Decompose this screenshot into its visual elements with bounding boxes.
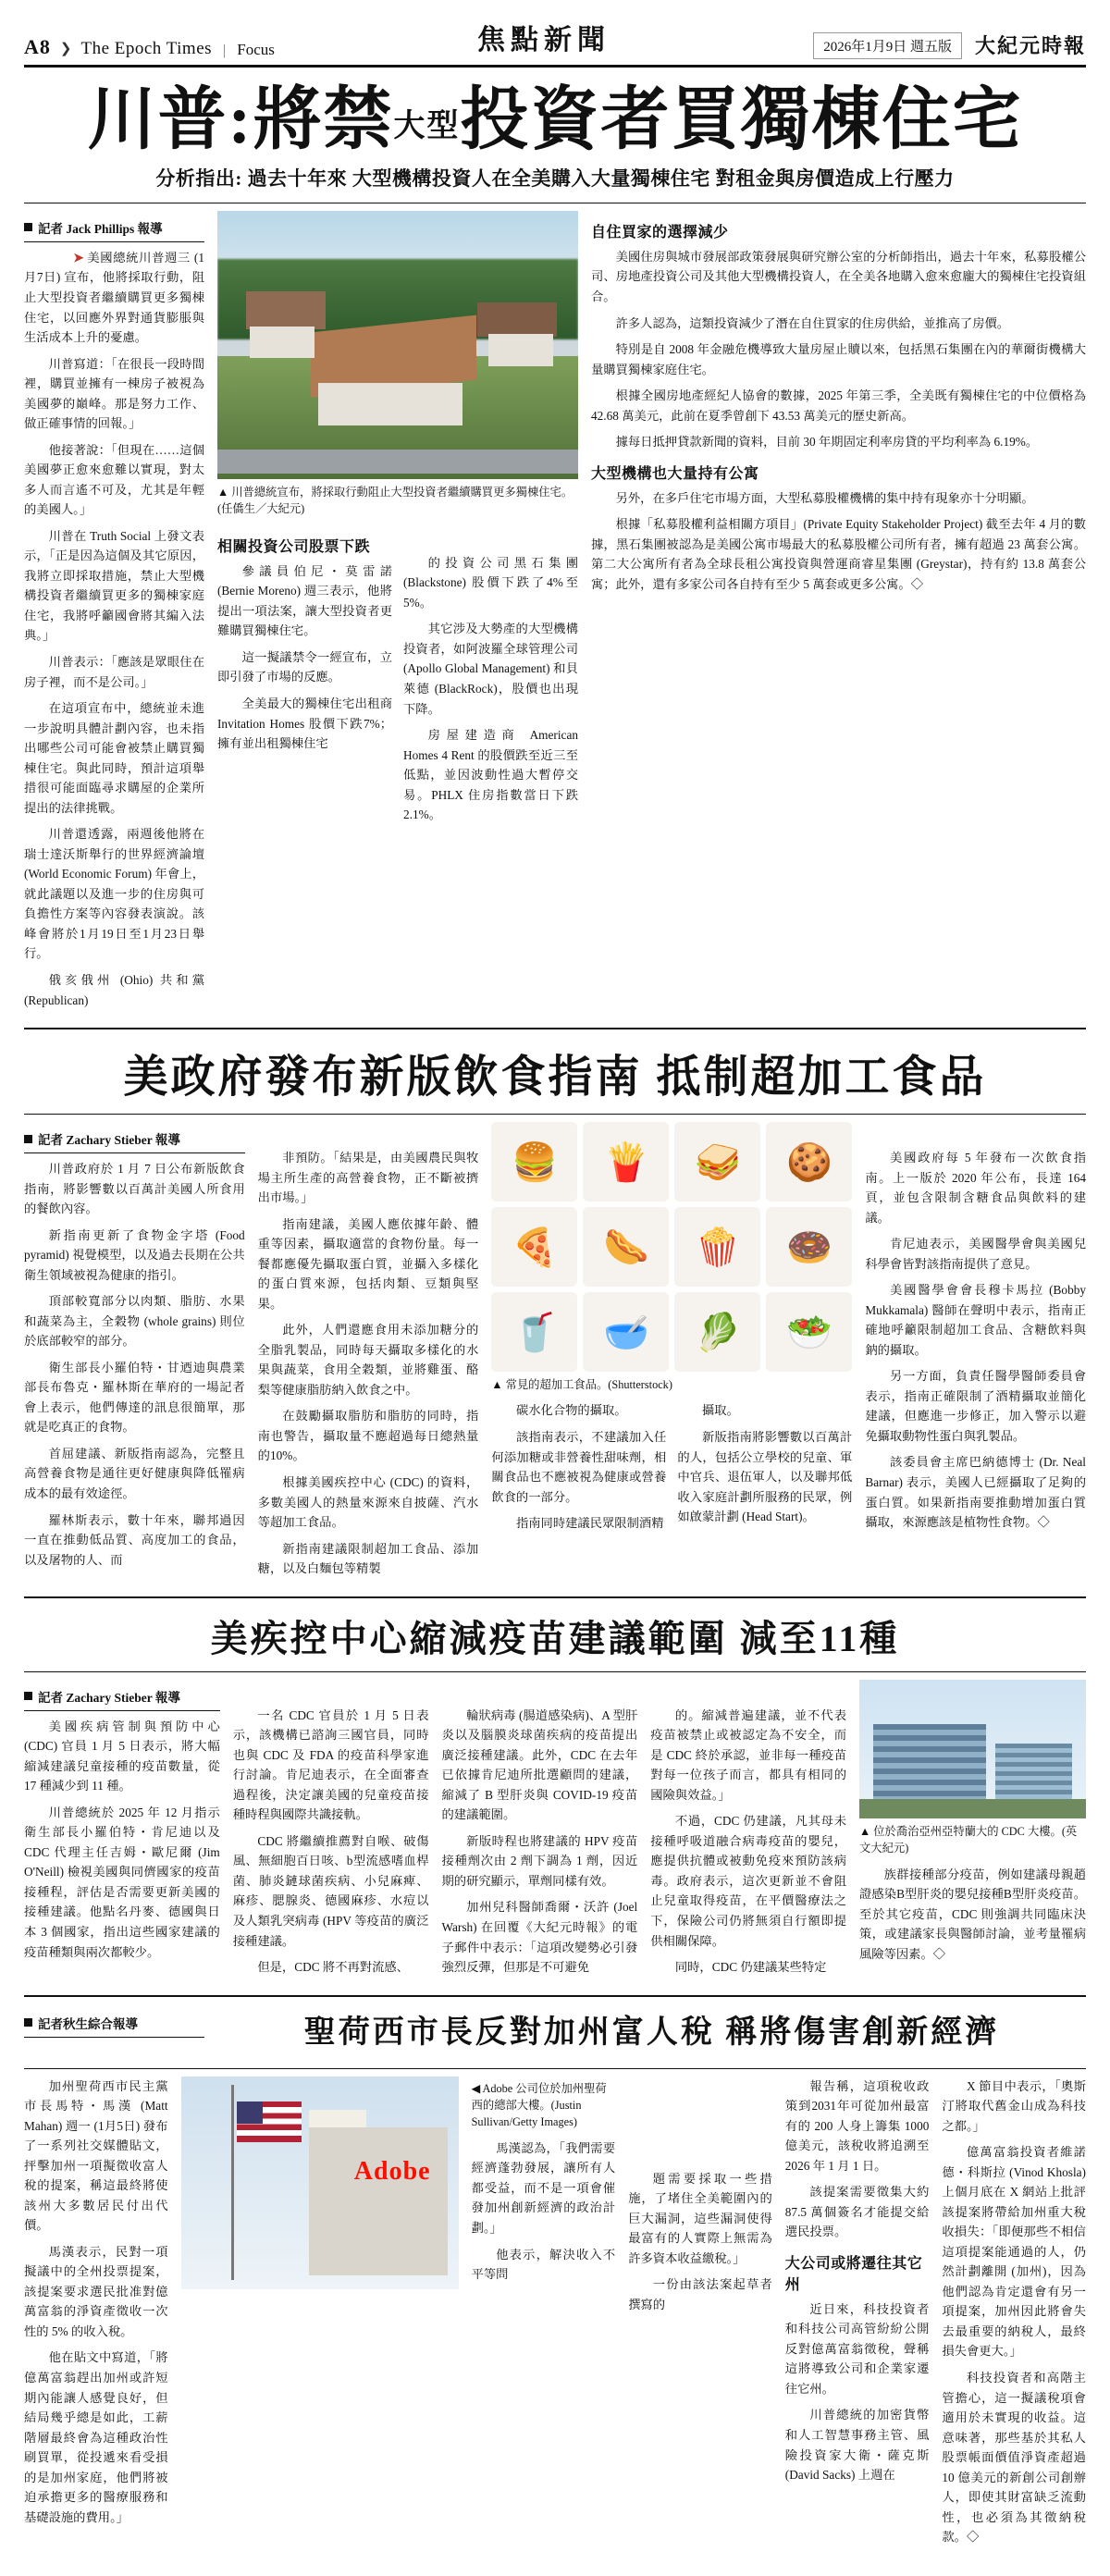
s3-c4-p3: 同時，CDC 仍建議某些特定 <box>674 1960 827 1975</box>
s3-c4-p1: 的。縮減普遍建議，並不代表疫苗被禁止或被認定為不安全，而是 CDC 終於承認，並非每一種疫苗對每一位孩子而言，都具有相同的國險與效益。」 <box>650 1707 846 1802</box>
food-soda-icon: 🥤 <box>491 1292 577 1372</box>
s3-c1-p2: 川普總統於 2025 年 12 月指示衛生部長小羅伯特・肯尼迪以及 CDC 代理主任吉姆・歐尼爾 (Jim O'Neill) 檢視美國與同儕國家的疫苗接種程，評估是否需要更新美國的接種建議。他點名丹麥、德國與日本 3 個國家，指出這些國家建議的疫苗種類與兩次都較少。 <box>24 1805 220 1959</box>
section4-header-row <box>24 2006 1086 2061</box>
square-bullet-icon <box>24 2018 32 2027</box>
section2-photo-column <box>491 1122 852 1585</box>
s3-c1-p1: 美國疾病管制與預防中心 (CDC) 官員 1 月 5 日表示，將大幅縮減建議兒童接種的疫苗數量，從 17 種減少到 11 種。 <box>24 1719 220 1793</box>
lead-photo-column <box>217 211 578 1017</box>
s2-c5-p4: 另一方面，負責任醫學醫師委員會表示，指南正確限制了酒精攝取並簡化建議，但應進一步修正，加入警示以避免攝取動物性蛋白與乳製品。 <box>865 1369 1087 1443</box>
square-bullet-icon <box>24 1692 32 1700</box>
lead-c3-p3: 房屋建造商 American Homes 4 Rent 的股價跌至近三至低點，並因波動性過大暫停交易。PHLX 住房指數當日下跌2.1%。 <box>403 728 578 822</box>
s2-c3-p2: 該指南表示，不建議加入任何添加糖或非營養性甜味劑，相關食品也不應被視為健康或營養飲食的一部分。 <box>491 1430 667 1504</box>
lead-headline-part2: 投資者買獨棟住宅 <box>460 82 1023 158</box>
lead-p5: 川普表示：「應該是眾眼住在房子裡，而不是公司。」 <box>24 655 204 689</box>
food-ketchup-icon: 🥗 <box>766 1292 852 1372</box>
s2-c1-p2: 新指南更新了食物金字塔 (Food pyramid) 視覺模型，以及過去長期在公共衛生領域被視為健康的指引。 <box>24 1227 245 1282</box>
section3-photo-column <box>859 1680 1086 1984</box>
s4-c4-p1: 報告稱，這項稅收政策到2031年可從加州最富有的 200 人身上籌集 1000 億美元，該稅收將追溯至 2026 年 1 月 1 日。 <box>784 2078 930 2173</box>
section2-byline <box>24 1129 245 1153</box>
section2-column-1 <box>24 1122 245 1585</box>
section4-photo-caption: ◀ Adobe 公司位於加州聖荷西的總部大樓。(Justin Sullivan/Getty Images) <box>471 2081 607 2129</box>
section4-sub-heading: 大公司或將遷往其它州 <box>784 2255 923 2293</box>
s4-c4-p2: 該提案需要徵集大約 87.5 萬個簽名才能提交給選民投票。 <box>784 2185 930 2239</box>
section-name-cn: 焦點新聞 <box>477 25 611 55</box>
lead-p8: 俄亥俄州 (Ohio) 共和黨 (Republican) <box>24 972 204 1007</box>
s4-c4b-p2: 川普總統的加密貨幣和人工智慧事務主管、風險投資家大衛・薩克斯 (David Sacks) 上週在 <box>784 2408 930 2483</box>
lead-c4b-p2: 根據「私募股權利益相關方項目」(Private Equity Stakeholder Project) 截至去年 4 月的數據，黑石集團被認為是美國公寓市場最大的私募股權公司所有者，擁有超過 23 萬套公寓。第二大公寓所有者為全球長租公寓投資與營運商睿星集團 (Greystar)，持有約 13.8 萬套公寓；此外，還有多家公司各自持有至少 5 萬套或更多公寓。◇ <box>591 517 1086 591</box>
s2-c1-p5: 首屈建議、新版指南認為，完整且高營養食物是通往更好健康與降低罹病成本的最有效途徑。 <box>24 1446 245 1500</box>
section4-column-1 <box>24 2077 168 2554</box>
publication-date: 2026年1月9日 週五版 <box>813 32 962 59</box>
lead-p7: 川普還透露，兩週後他將在瑞士達沃斯舉行的世界經濟論壇 (World Economic Forum) 年會上，就此議題以及進一步的住房與可負擔性方案等內容發表演說。該峰會將於1月19日至1月23日舉行。 <box>24 827 204 961</box>
s2-c2-p6: 新指南建議限制超加工食品、添加糖，以及白麵包等精製 <box>257 1541 479 1576</box>
lead-c2-p3: 全美最大的獨棟住宅出租商 Invitation Homes 股價下跌7%；擁有並出租獨棟住宅 <box>217 696 392 751</box>
s4-c5-p2: 億萬富翁投資者維諾德・科斯拉 (Vinod Khosla) 上個月底在 X 網站上批評該提案將帶給加州重大稅收損失：「即便那些不相信這項提案能通過的人，仍然計劃離開 (加州)，因為他們認為肯定還會有另一項提案，加州因此將會失去最重要的納稅人，最終損失會更大。」 <box>942 2145 1086 2359</box>
lead-c2-p1: 參議員伯尼・莫雷諾 (Bernie Moreno) 週三表示，他將提出一項法案，讓大型投資者更難購買獨棟住宅。 <box>217 563 392 638</box>
section2-column-5 <box>865 1122 1086 1585</box>
lead-p2: 川普寫道：「在很長一段時間裡，購買並擁有一棟房子被視為美國夢的巔峰。那是努力工作、做正確事情的回報。」 <box>24 356 204 431</box>
lead-column-1 <box>24 211 204 1017</box>
section2-title: 美政府發布新版飲食指南 抵制超加工食品 <box>123 1053 987 1103</box>
section2-photo-caption: ▲ 常見的超加工食品。(Shutterstock) <box>491 1378 672 1392</box>
s3-c4-p2: 不過，CDC 仍建議，凡其母未接種呼吸道融合病毒疫苗的嬰兒，應提供抗體或被動免疫來預防該病毒。政府表示，這次更新並不會阻止兒童取得疫苗，在平價醫療法之下，保險公司仍將無須自行額即提供相關保障。 <box>650 1814 846 1948</box>
publication-logo: 大紀元時報 <box>974 34 1086 57</box>
section3-columns <box>24 1680 1086 1984</box>
food-popcorn-icon: 🍿 <box>674 1207 760 1287</box>
s4-c1-p3: 他在貼文中寫道，「將億萬富翁趕出加州或許短期內能讓人感覺良好，但結局幾乎總是如此，工薪階層最終會為這種政治性刷買單，從投遞來看受損的是加州家庭，他們將被迫承擔更多的醫療服務和基礎設施的費用。」 <box>24 2350 168 2524</box>
section3-column-1 <box>24 1680 220 1984</box>
s2-c4-p2: 新版指南將影響數以百萬計的人，包括公立學校的兒童、軍中官兵、退伍軍人，以及聯邦低收入家庭計劃所服務的民眾，例如啟蒙計劃 (Head Start)。 <box>677 1430 853 1524</box>
lead-p4: 川普在 Truth Social 上發文表示，「正是因為這個及其它原因，我將立即採取措施，禁止大型機構投資者繼續買更多的獨棟家庭住宅，我將呼籲國會將其編入法典。」 <box>24 528 204 643</box>
lead-p3: 他接著說：「但現在……這個美國夢正愈來愈難以實現，對太多人而言遙不可及，尤其是年輕的美國人。」 <box>24 442 204 517</box>
lead-c4-p3: 特別是自 2008 年金融危機導致大量房屋止贖以來，包括黑石集團在內的華爾街機構大量購買獨棟家庭住宅。 <box>591 342 1086 376</box>
section4-photo-column <box>181 2077 459 2554</box>
section4-byline <box>24 2014 204 2038</box>
page-number: A8 <box>24 35 51 58</box>
lead-c2-p2: 這一擬議禁令一經宣布，立即引發了市場的反應。 <box>217 649 392 684</box>
section3-column-4 <box>650 1680 846 1984</box>
section2-column-2 <box>258 1122 479 1585</box>
lead-column-2 <box>217 525 392 832</box>
s2-c3-p1: 碳水化合物的攝取。 <box>515 1403 627 1418</box>
section4-column-5 <box>942 2077 1086 2554</box>
s4-c5-p3: 科技投資者和高階主管擔心，這一擬議稅項會適用於未實現的收益。這意味著，那些基於其私人股票帳面價值淨資產超過 10 億美元的新創公司創辦人，即使其財富缺乏流動性，也必須為其徵納稅款。◇ <box>942 2371 1086 2545</box>
s2-c3-p3: 指南同時建議民眾限制酒精 <box>515 1516 664 1531</box>
section3-column-2 <box>233 1680 429 1984</box>
red-arrow-icon: ➤ <box>73 250 84 265</box>
lead-c3-p2: 其它涉及大勢產的大型機構投資者，如阿波羅全球管理公司 (Apollo Global Management) 和貝萊德 (BlackRock)，股價也出現下降。 <box>403 622 578 716</box>
section3-title: 美疾控中心縮減疫苗建議範圍 減至11種 <box>210 1617 900 1659</box>
section4-title-wrap <box>217 2006 1086 2061</box>
section3-byline <box>24 1687 220 1711</box>
s4-c2-p1: 馬漢認為，「我們需要經濟蓬勃發展，讓所有人都受益，而不是一項會催發加州創新經濟的政治計劃。」 <box>471 2140 616 2235</box>
s4-c1-p2: 馬漢表示，民對一項擬議中的全州投票提案，該提案要求選民批准對億萬富翁的淨資產徵收一次性的 5% 的收入稅。 <box>24 2244 168 2338</box>
lead-headline-part1: 川普:將禁 <box>87 82 394 158</box>
masthead-left <box>24 35 275 59</box>
lead-p6: 在這項宣布中，總統並未進一步說明具體計劃內容，也未指出哪些公司可能會被禁止購買獨棟住宅。與此同時，預計這項舉措很可能面臨尋求購屋的企業所提出的法律挑戰。 <box>24 701 204 815</box>
section2-byline-text: 記者 Zachary Stieber 報導 <box>38 1133 180 1148</box>
food-pizza-icon: 🍕 <box>491 1207 577 1287</box>
lead-sub-heading-2: 自住買家的選擇減少 <box>591 224 729 240</box>
s3-c2-p1: 一名 CDC 官員於 1 月 5 日表示，該機構已諮詢三國官員，同時也與 CDC 及 FDA 的疫苗科學家進行討論。肯尼迪表示，在全面審查過程後，決定讓美國的兒童疫苗接種時程與國際共識接軌。 <box>232 1707 429 1822</box>
lead-byline-text: 記者 Jack Phillips 報導 <box>38 221 163 236</box>
s3-c3-p2: 新版時程也將建議的 HPV 疫苗接種劑次由 2 劑下調為 1 劑，因近期的研究顯示，單劑同樣有效。 <box>441 1833 638 1888</box>
food-burger-icon: 🍔 <box>491 1122 577 1202</box>
lead-p1: ➤ 美國總統川普週三 (1月7日) 宣布，他將採取行動，阻止大型投資者繼續購買更多獨棟住宅，以回應外界對通貨膨脹與生活成本上升的憂慮。 <box>24 248 204 348</box>
lead-c4-p2: 許多人認為，這類投資減少了潛在自住買家的住房供給，並推高了房價。 <box>615 315 1010 330</box>
s4-c3-p2: 一份由該法案起草者撰寫的 <box>628 2277 772 2311</box>
food-sandwich-icon: 🥪 <box>674 1122 760 1202</box>
section2-columns <box>24 1122 1086 1585</box>
masthead-separator: | <box>223 43 227 58</box>
section2-column-4 <box>677 1400 852 1539</box>
square-bullet-icon <box>24 1135 32 1143</box>
s4-c3-p1: 題需要採取一些措施，了堵住全美範圍內的巨大漏洞，這些漏洞使得最富有的人實際上無需為許多資本收益繳稅。」 <box>628 2171 772 2265</box>
s4-c2-p2: 他表示，解決收入不平等問 <box>471 2247 616 2282</box>
s2-c5-p2: 肯尼迪表示，美國醫學會與美國兒科學會皆對該指南提供了意見。 <box>865 1237 1087 1271</box>
s3-c2-p2: CDC 將繼續推薦對自喉、破傷風、無細胞百日咳、b型流感嗜血桿菌、肺炎鏈球菌疾病、小兒麻痺、麻疹、腮腺炎、德國麻疹、水痘以及人類乳突病毒 (HPV 等疫苗的廣泛接種建議。 <box>232 1833 429 1948</box>
s3-c5-p1: 族群接種部分疫苗，例如建議母親趙證感染B型肝炎的嬰兒接種B型肝炎疫苗。至於其它疫苗，CDC 則強調共同臨床決策，或建議家長與醫師討論，並考量罹病風險等因素。◇ <box>859 1867 1086 1961</box>
section4-byline-wrap <box>24 2006 204 2043</box>
lead-column-3 <box>403 525 578 832</box>
s4-c1-p1: 加州聖荷西市民主黨市長馬特・馬漢 (Matt Mahan) 週一 (1月5日) 發布了一系列社交媒體貼文，抨擊加州一項擬徵收富人稅的提案，稱這最終將使該州大多數居民付出代價。 <box>24 2078 168 2233</box>
s2-c1-p1: 川普政府於 1 月 7 日公布新版飲食指南，將影響數以百萬計美國人所食用的餐飲內容。 <box>24 1162 245 1216</box>
lead-subheadline: 分析指出: 過去十年來 大型機構投資人在全美購入大量獨棟住宅 對租金與房價造成上行壓力 <box>155 166 955 190</box>
lead-c4-p4: 根據全國房地產經紀人協會的數據，2025 年第三季，全美既有獨棟住宅的中位價格為 42.68 萬美元，此前在夏季曾創下 43.53 萬美元的歷史新高。 <box>591 388 1086 423</box>
lead-photo <box>217 211 578 479</box>
lead-headline <box>24 84 1086 158</box>
s3-c3-p1: 輪狀病毒 (腸道感染病)、A 型肝炎以及腦膜炎球菌疾病的疫苗提出廣泛接種建議。此外，CDC 在去年已依據肯尼迪所批選顧問的建議，縮減了 B 型肝炎與 COVID-19 疫苗的建議範圍。 <box>441 1707 638 1822</box>
section4-columns <box>24 2077 1086 2554</box>
section4-caption-column <box>472 2077 616 2554</box>
adobe-logo-icon: Adobe <box>353 2156 431 2186</box>
section4-column-3 <box>628 2077 772 2554</box>
square-bullet-icon <box>24 223 32 231</box>
lead-columns <box>24 211 1086 1017</box>
lead-byline <box>24 218 204 242</box>
s3-c2-p3: 但是，CDC 將不再對流感、 <box>257 1960 409 1975</box>
s2-c2-p3: 此外，人們還應食用未添加糖分的全脂乳製品，同時每天攝取多樣化的水果與蔬菜，食用全穀類，並將雞蛋、酪梨等健康脂肪納入飲食之中。 <box>257 1323 479 1397</box>
lead-c4b-p1: 另外，在多戶住宅市場方面，大型私募股權機構的集中持有現象亦十分明顯。 <box>615 490 1034 505</box>
s2-c2-p4: 在鼓勵攝取脂肪和脂肪的同時，指南也警告，攝取量不應超過每日總熱量的10%。 <box>257 1409 479 1463</box>
section3-photo <box>859 1680 1086 1818</box>
lead-c4-p1: 美國住房與城市發展部政策發展與研究辦公室的分析師指出，過去十年來，私募股權公司、房地產投資公司及其他大型機構投資人，在全美各地購入愈來愈龐大的獨棟住宅投資組合。 <box>591 249 1086 303</box>
food-hotdog-icon: 🌭 <box>583 1207 669 1287</box>
section2-column-3 <box>491 1400 666 1539</box>
chevron-right-icon: ❯ <box>59 42 72 56</box>
s2-c2-p1: 非預防。「結果是，由美國農民與牧場主所生產的高營養食物，正不斷被擠出市場。」 <box>257 1151 479 1205</box>
brand-name: The Epoch Times <box>80 39 213 58</box>
section-name-en: Focus <box>237 41 275 58</box>
section3-photo-caption: ▲ 位於喬治亞州亞特蘭大的 CDC 大樓。(英文大紀元) <box>859 1824 1078 1855</box>
lead-sub-heading-3: 大型機構也大量持有公寓 <box>591 465 759 482</box>
lead-photo-caption: ▲ 川普總統宣布，將採取行動阻止大型投資者繼續購買更多獨棟住宅。(任僑生／大紀元) <box>217 485 574 516</box>
section4-title: 聖荷西市長反對加州富人稅 稱將傷害創新經濟 <box>303 2015 1000 2050</box>
lead-column-4 <box>591 211 1086 1017</box>
masthead <box>24 17 1086 68</box>
s2-c2-p5: 根據美國疾控中心 (CDC) 的資料，多數美國人的熱量來源來自披薩、汽水等超加工食品。 <box>257 1475 479 1530</box>
us-flag-icon <box>237 2101 302 2142</box>
lead-sub-heading-1: 相關投資公司股票下跌 <box>217 538 371 555</box>
s2-c4-p1: 攝取。 <box>701 1403 739 1418</box>
food-cookies-icon: 🍪 <box>766 1122 852 1202</box>
s3-c3-p3: 加州兒科醫師喬爾・沃許 (Joel Warsh) 在回覆《大紀元時報》的電子郵件中表示：「這項改變勢必引發強烈反彈，但那是不可避免 <box>441 1900 638 1975</box>
section4-byline-text: 記者秋生綜合報導 <box>38 2016 138 2031</box>
section2-photo <box>491 1122 852 1372</box>
s2-c5-p1: 美國政府每 5 年發布一次飲食指南。上一版於 2020 年公布，長達 164 頁，並包含限制含糖食品與飲料的建議。 <box>865 1151 1087 1225</box>
s2-c1-p6: 羅林斯表示，數十年來，聯邦過因一直在推動低品質、高度加工的食品，以及屠物的人、而 <box>24 1512 245 1567</box>
section3-column-3 <box>442 1680 638 1984</box>
food-wrap-icon: 🥬 <box>674 1292 760 1372</box>
section3-byline-text: 記者 Zachary Stieber 報導 <box>38 1690 180 1705</box>
food-fries-icon: 🍟 <box>583 1122 669 1202</box>
lead-headline-small: 大型 <box>393 109 461 144</box>
section4-column-4 <box>785 2077 930 2554</box>
food-cereal-icon: 🥣 <box>583 1292 669 1372</box>
s2-c2-p2: 指南建議，美國人應依據年齡、體重等因素，攝取適當的食物份量。每一餐都應優先攝取蛋白質，並攝入多樣化的蛋白質來源，包括肉類、豆類與堅果。 <box>257 1216 479 1311</box>
masthead-right <box>813 31 1086 59</box>
food-donut-icon: 🍩 <box>766 1207 852 1287</box>
s2-c1-p3: 頂部較寬部分以肉類、脂肪、水果和蔬菜為主，全穀物 (whole grains) 則位於底部較窄的部分。 <box>24 1294 245 1349</box>
lead-c4-p5: 據每日抵押貸款新聞的資料，目前 30 年期固定利率房貸的平均利率為 6.19%。 <box>615 435 1039 450</box>
s2-c1-p4: 衛生部長小羅伯特・甘迺迪與農業部長布魯克・羅林斯在華府的一場記者會上表示，他們傳達的訊息很簡單，那就是吃真正的食物。 <box>24 1360 245 1435</box>
s2-c5-p3: 美國醫學會會長穆卡馬拉 (Bobby Mukkamala) 醫師在聲明中表示，指南正確地呼籲限制超加工食品、含糖飲料與鈉的攝取。 <box>865 1283 1087 1357</box>
section4-photo <box>181 2077 459 2289</box>
s4-c5-p1: X 節目中表示，「奧斯汀將取代舊金山成為科技之都。」 <box>942 2078 1086 2133</box>
s2-c5-p5: 該委員會主席巴納德博士 (Dr. Neal Barnar) 表示，美國人已經攝取了足夠的蛋白質。如果新指南要推動增加蛋白質攝取，來源應該是植物性食物。◇ <box>865 1455 1087 1530</box>
lead-c3-p1: 的投資公司黑石集團 (Blackstone) 股價下跌了4%至5%。 <box>403 555 578 610</box>
s4-c4b-p1: 近日來，科技投資者和科技公司高管紛紛公開反對億萬富翁徵稅，聲稱這將導致公司和企業家遷往它州。 <box>784 2301 930 2396</box>
